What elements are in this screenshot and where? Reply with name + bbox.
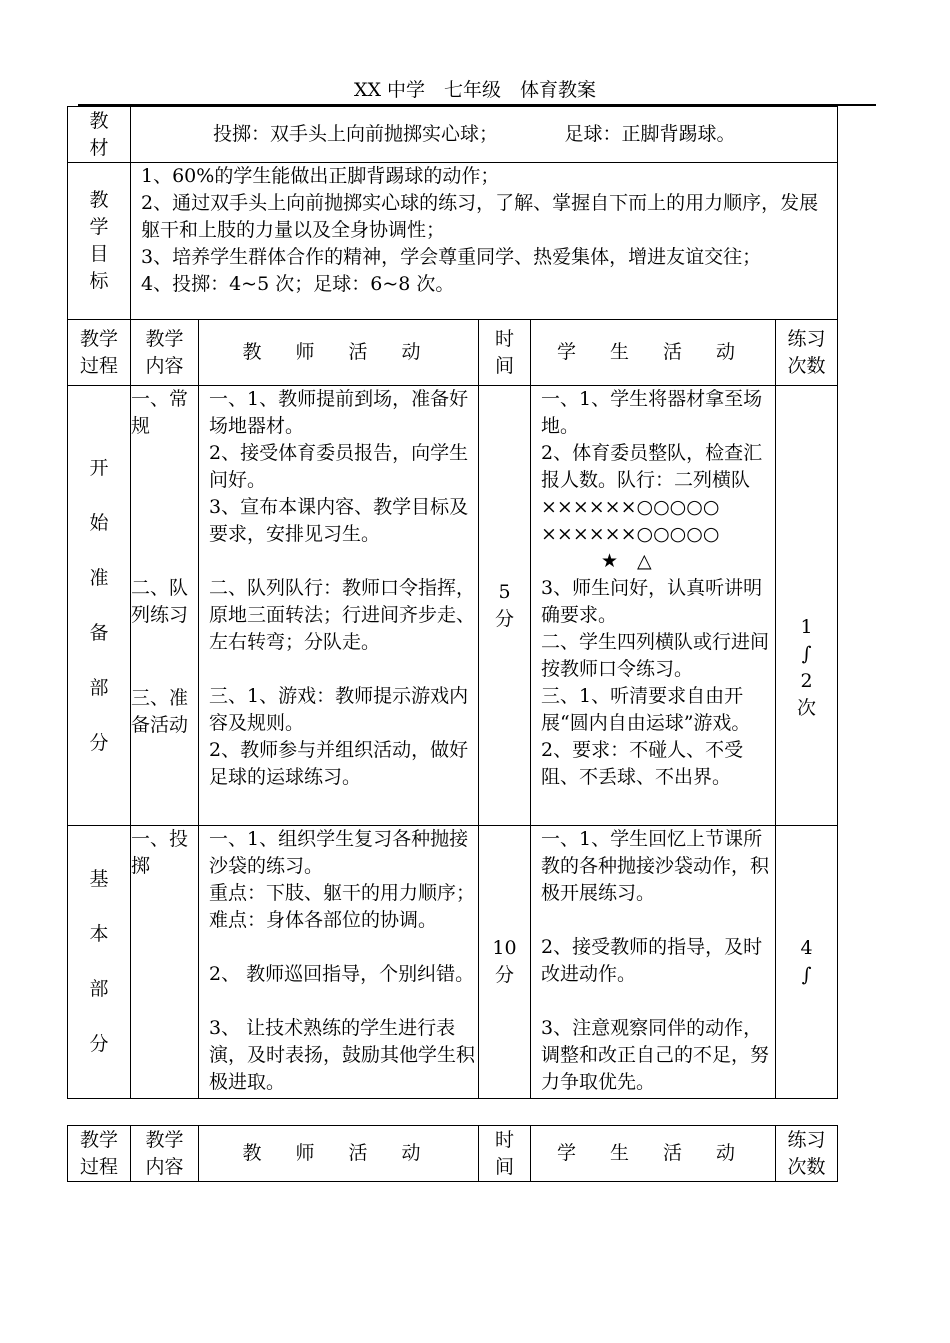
time-unit: 分	[494, 964, 514, 986]
objective-line: 4、投掷：4~5 次；足球：6~8 次。	[141, 273, 455, 295]
col-header-time: 时间	[479, 1126, 531, 1182]
teacher-line: 三、1、游戏：教师提示游戏内容及规则。	[209, 685, 469, 734]
col-header-content: 教学内容	[131, 320, 199, 386]
formation-row: ××××××○○○○○	[541, 523, 720, 545]
col-header-content: 教学内容	[131, 1126, 199, 1182]
student-activity-basic	[531, 826, 776, 1099]
student-line: 一、1、学生将器材拿至场地。	[541, 388, 763, 437]
col-header-time: 时间	[479, 320, 531, 386]
teacher-line: 3、 让技术熟练的学生进行表演，及时表扬，鼓励其他学生积极进取。	[209, 1017, 476, 1093]
col-header-teacher: 教 师 活 动	[199, 1126, 479, 1182]
reps-value: 4	[800, 937, 813, 959]
col-header-process: 教学过程	[68, 1126, 131, 1182]
reps-value: 2	[800, 670, 813, 692]
student-line: 2、接受教师的指导，及时改进动作。	[541, 936, 763, 985]
col-header-process: 教学过程	[68, 320, 131, 386]
time-basic	[479, 826, 531, 1099]
student-line: 二、学生四列横队或行进间按教师口令练习。	[541, 631, 770, 680]
student-line: 3、师生问好，认真听讲明确要求。	[541, 577, 763, 626]
student-line: 3、注意观察同伴的动作，调整和改正自己的不足，努力争取优先。	[541, 1017, 770, 1093]
student-line: 2、要求：不碰人、不受阻、不丢球、不出界。	[541, 739, 744, 788]
page-title: XX 中学 七年级 体育教案	[353, 79, 597, 101]
teacher-activity-start	[199, 386, 479, 826]
materials-label: 教 材	[68, 107, 131, 163]
materials-content: 投掷：双手头上向前抛掷实心球； 足球：正脚背踢球。	[131, 107, 838, 163]
time-value: 10	[492, 937, 517, 959]
col-header-student: 学 生 活 动	[531, 1126, 776, 1182]
teacher-activity-basic	[199, 826, 479, 1099]
content-item: 三、准备活动	[131, 687, 189, 736]
teacher-line: 重点：下肢、躯干的用力顺序；难点：身体各部位的协调。	[209, 882, 476, 931]
reps-value: 1	[800, 616, 813, 638]
teacher-line: 2、教师参与并组织活动，做好足球的运球练习。	[209, 739, 469, 788]
col-header-reps: 练习次数	[776, 1126, 838, 1182]
formation-row: ××××××○○○○○	[541, 496, 720, 518]
objective-line: 1、60%的学生能做出正脚背踢球的动作；	[141, 165, 500, 187]
objectives-content	[131, 163, 838, 320]
time-unit: 分	[494, 607, 514, 630]
teacher-line: 3、宣布本课内容、教学目标及要求，安排见习生。	[209, 496, 469, 545]
section-contents-basic	[131, 826, 199, 1099]
col-header-student: 学 生 活 动	[531, 320, 776, 386]
column-header-row	[68, 1126, 838, 1182]
col-header-reps: 练习次数	[776, 320, 838, 386]
teacher-line: 2、接受体育委员报告，向学生问好。	[209, 442, 469, 491]
section-label-basic: 基 本 部 分	[68, 826, 131, 1099]
student-line: 三、1、听清要求自由开展“圆内自由运球”游戏。	[541, 685, 751, 734]
content-item: 一、常规	[131, 388, 189, 437]
student-line: 2、体育委员整队，检查汇报人数。队行：二列横队	[541, 442, 763, 491]
objectives-row	[68, 163, 838, 320]
reps-start	[776, 386, 838, 826]
student-activity-start	[531, 386, 776, 826]
objective-line: 2、通过双手头上向前抛掷实心球的练习，了解、掌握自下而上的用力顺序，发展躯干和上肢的力量以及全身协调性；	[141, 192, 819, 241]
reps-symbol: ∫	[801, 643, 812, 665]
column-header-row	[68, 320, 838, 386]
student-line: 一、1、学生回忆上节课所教的各种抛接沙袋动作，积极开展练习。	[541, 828, 770, 904]
teacher-line: 一、1、教师提前到场，准备好场地器材。	[209, 388, 469, 437]
section-label-start: 开 始 准 备 部 分	[68, 386, 131, 826]
objective-line: 3、培养学生群体合作的精神，学会尊重同学、热爱集体，增进友谊交往；	[141, 246, 762, 268]
reps-basic	[776, 826, 838, 1099]
formation-markers: ★ △	[601, 550, 652, 572]
time-value: 5	[498, 580, 511, 603]
section-row-start	[68, 386, 838, 826]
content-item: 一、投掷	[131, 828, 189, 877]
lesson-plan-table	[67, 106, 838, 1099]
time-start	[479, 386, 531, 826]
col-header-teacher: 教 师 活 动	[199, 320, 479, 386]
teacher-line: 2、 教师巡回指导，个别纠错。	[209, 963, 475, 985]
continuation-table	[67, 1125, 838, 1182]
objectives-label: 教 学 目 标	[68, 163, 131, 320]
teacher-line: 一、1、组织学生复习各种抛接沙袋的练习。	[209, 828, 469, 877]
section-contents-start	[131, 386, 199, 826]
materials-row	[68, 107, 838, 163]
section-row-basic	[68, 826, 838, 1099]
teacher-line: 二、队列队行：教师口令指挥，原地三面转法；行进间齐步走、左右转弯；分队走。	[209, 577, 476, 653]
reps-symbol: ∫	[801, 964, 812, 986]
content-item: 二、队列练习	[131, 577, 189, 626]
reps-unit: 次	[797, 697, 817, 719]
